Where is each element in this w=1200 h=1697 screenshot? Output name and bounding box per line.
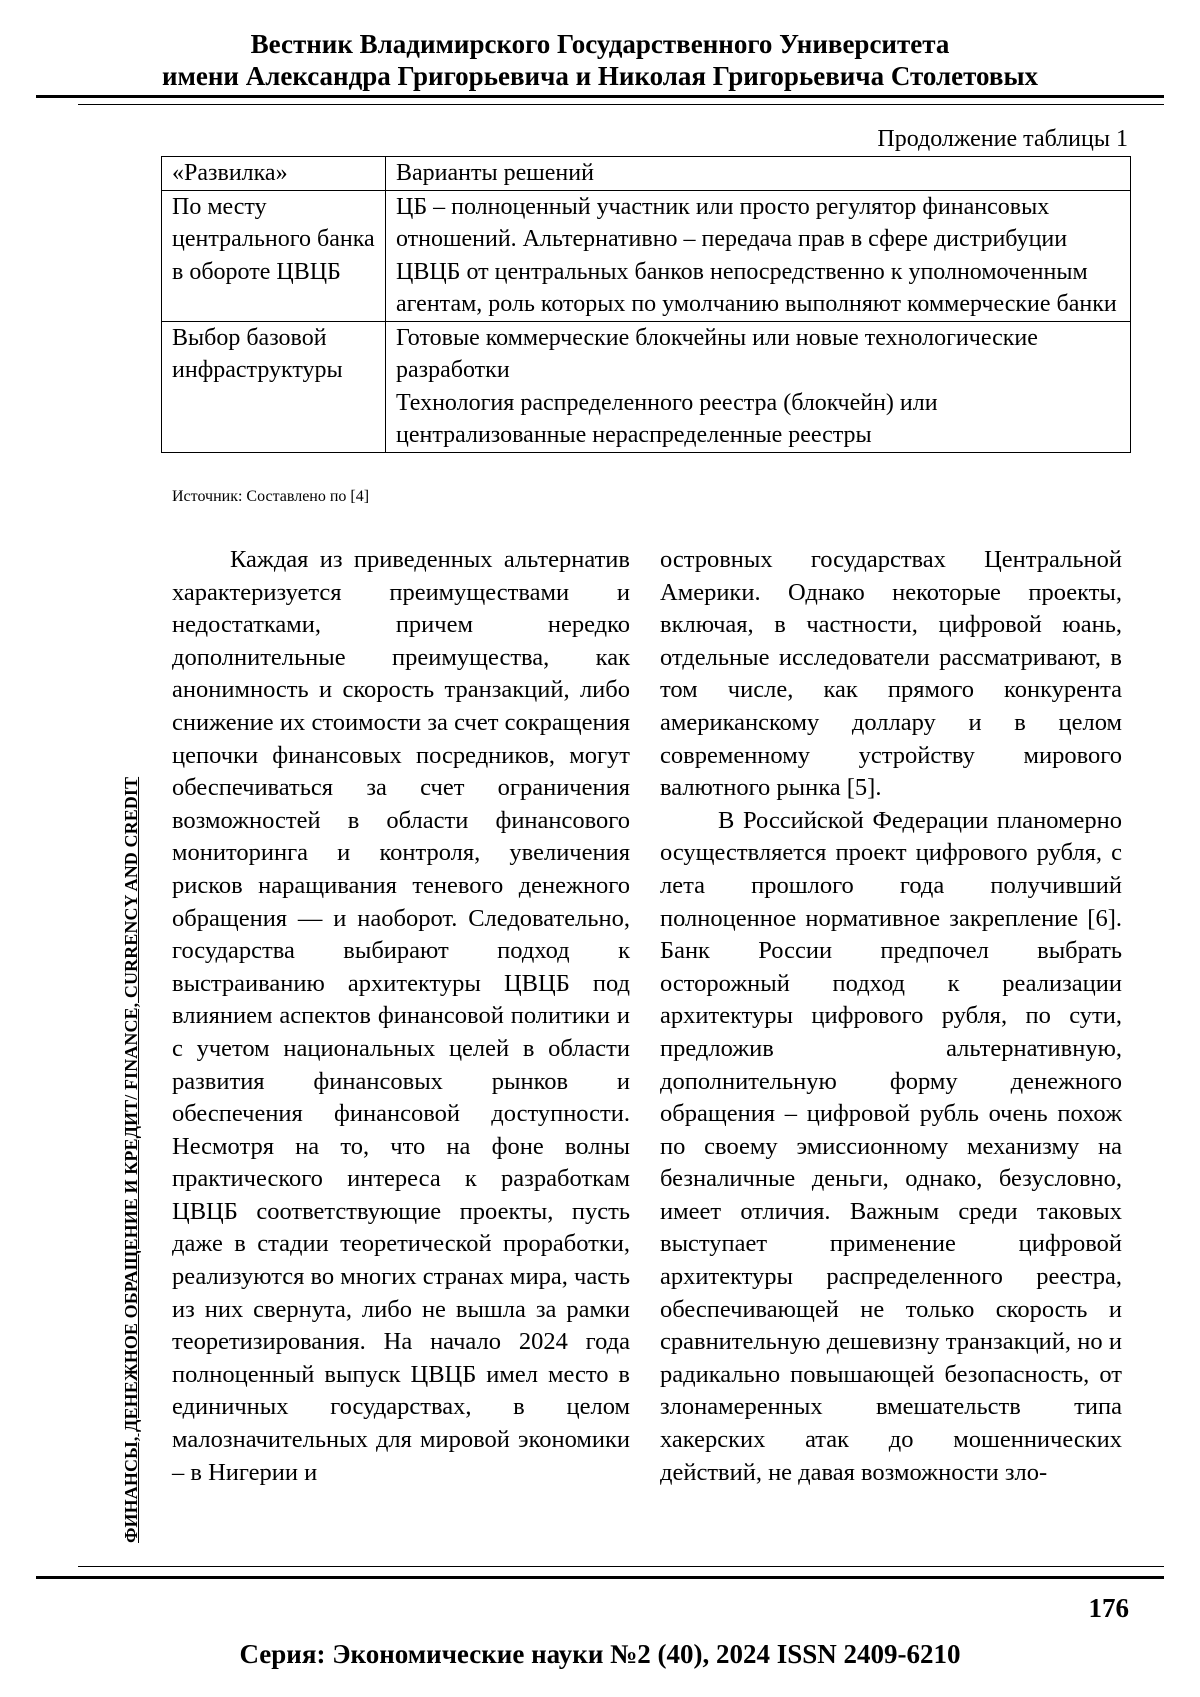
alternatives-table <box>161 156 1131 453</box>
body-paragraph: Каждая из приведенных альтернатив характеризуется преимуществами и недостатками, причем нередко дополнительные преимущества, как анонимность и скорость транзакций, либо снижение их стоимости за счет сокращения цепочки финансовых посредников, могут обеспечиваться за счет ограничения возможностей в области финансового мониторинга и контроля, увеличения рисков наращивания теневого денежного обращения — и наоборот. Следовательно, государства выбирают подход к выстраиванию архитектуры ЦВЦБ под влиянием аспектов финансовой политики и с учетом национальных целей в области развития финансовых рынков и обеспечения финансовой доступности. Несмотря на то, что на фоне волны практического интереса к разработкам ЦВЦБ соответствующие проекты, пусть даже в стадии теоретической проработки, реализуются во многих странах мира, часть из них свернута, либо не вышла за рамки теоретизирования. На начало 2024 года полноценный выпуск ЦВЦБ имел место в единичных государствах, в целом малозначительных для мировой экономики – в Нигерии и <box>172 546 630 1486</box>
page-number: 176 <box>1088 1593 1129 1623</box>
table-cell-fork: Выбор базовой инфраструктуры <box>162 321 386 452</box>
footer-rule-thick <box>36 1576 1164 1579</box>
table-cell-fork: По месту центрального банка в обороте ЦВЦБ <box>162 190 386 321</box>
table-cell-options <box>386 321 1131 452</box>
section-sidebar-label: ФИНАНСЫ, ДЕНЕЖНОЕ ОБРАЩЕНИЕ И КРЕДИТ/ FINANCE, CURRENCY AND CREDIT <box>121 776 141 1543</box>
footer-rule-thin <box>78 1566 1164 1567</box>
table-header-options: Варианты решений <box>386 157 1131 191</box>
series-line: Серия: Экономические науки №2 (40), 2024 ISSN 2409-6210 <box>239 1639 961 1669</box>
table-header-row <box>162 157 1131 191</box>
body-paragraph: островных государствах Центральной Америки. Однако некоторые проекты, включая, в частности, цифровой юань, отдельные исследователи рассматривают, в том числе, как прямого конкурента американскому доллару и в целом современному устройству мирового валютного рынка [5]. <box>660 546 1122 802</box>
journal-title-line1: Вестник Владимирского Государственного Университета <box>250 29 950 59</box>
table-cell-option-line: Технология распределенного реестра (блокчейн) или централизованные нераспределенные реестры <box>396 389 938 448</box>
table-row <box>162 190 1131 321</box>
body-column-right <box>660 544 1122 1489</box>
table-cell-option-line: Готовые коммерческие блокчейны или новые технологические разработки <box>396 324 1038 383</box>
table-source-note: Источник: Составлено по [4] <box>172 488 370 505</box>
table-header-fork: «Развилка» <box>162 157 386 191</box>
header-rule-thin <box>78 104 1164 105</box>
table-row <box>162 321 1131 452</box>
table-continuation-label: Продолжение таблицы 1 <box>877 126 1128 152</box>
body-column-left <box>172 544 630 1489</box>
body-paragraph: В Российской Федерации планомерно осуществляется проект цифрового рубля, с лета прошлого года получивший полноценное нормативное закрепление [6]. Банк России предпочел выбрать осторожный подход к реализации архитектуры цифрового рубля, по сути, предложив альтернативную, дополнительную форму денежного обращения – цифровой рубль очень похож по своему эмиссионному механизму на безналичные деньги, однако, безусловно, имеет отличия. Важным среди таковых выступает применение цифровой архитектуры распределенного реестра, обеспечивающей не только скорость и сравнительную дешевизну транзакций, но и радикально повышающей безопасность, от злонамеренных вмешательств типа хакерских атак до мошеннических действий, не давая возможности зло- <box>660 806 1122 1486</box>
journal-header <box>36 28 1164 92</box>
table-cell-options: ЦБ – полноценный участник или просто регулятор финансовых отношений. Альтернативно – передача прав в сфере дистрибуции ЦВЦБ от центральных банков непосредственно к уполномоченным агентам, роль которых по умолчанию выполняют коммерческие банки <box>386 190 1131 321</box>
header-rule-thick <box>36 95 1164 98</box>
journal-title-line2: имени Александра Григорьевича и Николая Григорьевича Столетовых <box>161 61 1039 91</box>
